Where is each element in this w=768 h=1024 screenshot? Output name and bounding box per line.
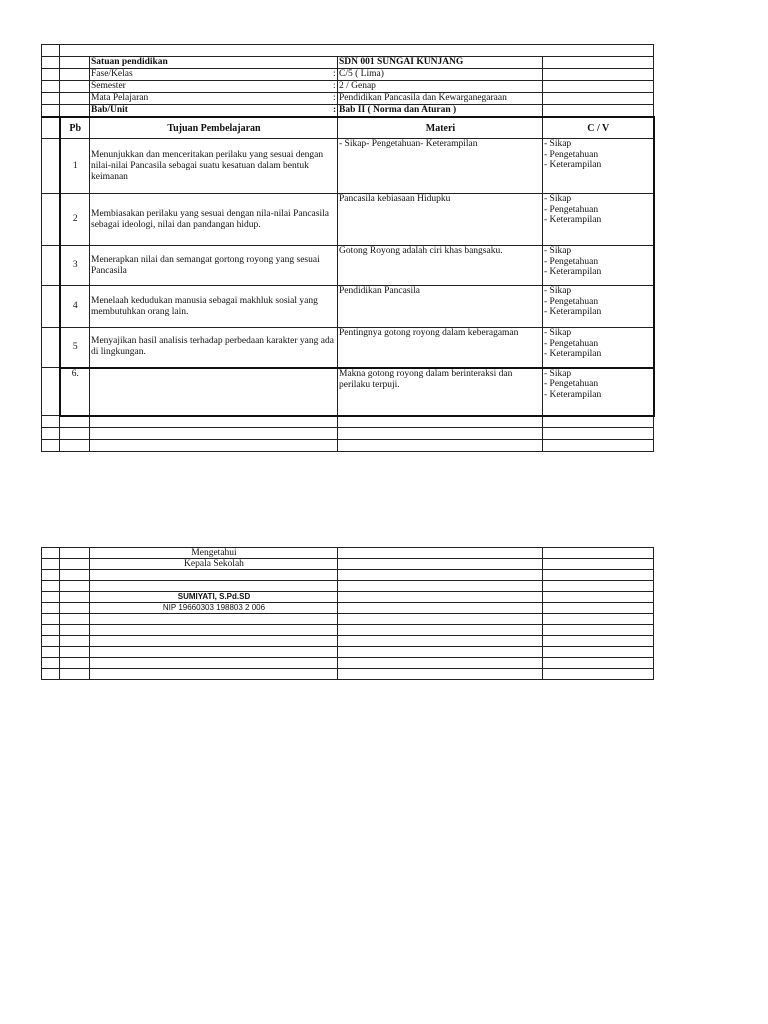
- info-value: : Bab II ( Norma dan Aturan ): [338, 105, 543, 118]
- info-value: : Pendidikan Pancasila dan Kewarganegaraan: [338, 93, 543, 105]
- signature-row: [42, 625, 654, 636]
- table-row: [42, 246, 654, 286]
- materi-text: Pancasila kebiasaan Hidupku: [338, 194, 543, 246]
- cv-item: - Keterampilan: [544, 267, 602, 277]
- info-value: : 2 / Genap: [338, 81, 543, 93]
- cv-item: - Sikap: [544, 328, 572, 338]
- materi-text: Makna gotong royong dalam berinteraksi dan perilaku terpuji.: [338, 368, 543, 416]
- cv-item: - Sikap: [544, 246, 572, 256]
- cv-item: - Pengetahuan: [544, 296, 599, 307]
- row-number: 5: [60, 328, 90, 368]
- cv-item: - Sikap: [544, 139, 572, 149]
- signature-table: [41, 547, 654, 680]
- info-row-fase: [42, 69, 654, 81]
- table-row: [42, 328, 654, 368]
- signature-row: [42, 636, 654, 647]
- cv-item: - Keterampilan: [544, 389, 602, 400]
- materi-text: Pendidikan Pancasila: [338, 286, 543, 328]
- cv-item: - Keterampilan: [544, 307, 602, 317]
- signature-row: [42, 559, 654, 570]
- materi-text: - Sikap- Pengetahuan- Keterampilan: [338, 139, 543, 194]
- cv-list: [543, 246, 654, 286]
- info-label: Fase/Kelas: [90, 69, 338, 81]
- info-row-satuan: [42, 57, 654, 69]
- cv-item: - Pengetahuan: [544, 149, 599, 160]
- cv-item: - Pengetahuan: [544, 256, 599, 267]
- column-header-row: [42, 117, 654, 139]
- cv-list: [543, 286, 654, 328]
- info-row-bab: [42, 105, 654, 118]
- empty-row: [42, 440, 654, 452]
- signature-row: [42, 669, 654, 680]
- signature-row: [42, 570, 654, 581]
- signature-row: [42, 581, 654, 592]
- empty-row: [42, 416, 654, 428]
- signature-row: [42, 592, 654, 603]
- signature-line-mengetahui: Mengetahui: [90, 548, 338, 559]
- column-header-pb: Pb: [60, 117, 90, 139]
- materi-text: Pentingnya gotong royong dalam keberagaman: [338, 328, 543, 368]
- signature-row: [42, 614, 654, 625]
- signature-row: [42, 647, 654, 658]
- table-row: [42, 139, 654, 194]
- info-label: Semester: [90, 81, 338, 93]
- cv-item: - Sikap: [544, 194, 572, 204]
- row-number: 4: [60, 286, 90, 328]
- column-header-materi: Materi: [338, 117, 543, 139]
- top-empty-row: [42, 45, 654, 57]
- objective-text: Menerapkan nilai dan semangat gortong royong yang sesuai Pancasila: [90, 246, 338, 286]
- signature-row: [42, 603, 654, 614]
- info-value: SDN 001 SUNGAI KUNJANG: [338, 57, 543, 69]
- cv-item: - Keterampilan: [544, 160, 602, 170]
- empty-row: [42, 428, 654, 440]
- cv-item: - Pengetahuan: [544, 338, 599, 349]
- objective-text: Menelaah kedudukan manusia sebagai makhluk sosial yang membutuhkan orang lain.: [90, 286, 338, 328]
- cv-list: [543, 368, 654, 416]
- cv-list: [543, 194, 654, 246]
- table-row: [42, 194, 654, 246]
- column-header-cv: C / V: [543, 117, 654, 139]
- info-label: Bab/Unit: [90, 105, 338, 118]
- row-number: 1: [60, 139, 90, 194]
- cv-item: - Sikap: [544, 286, 572, 296]
- table-row: [42, 368, 654, 416]
- table-row: [42, 286, 654, 328]
- info-row-mapel: [42, 93, 654, 105]
- row-number: 2: [60, 194, 90, 246]
- signatory-nip: NIP 19660303 198803 2 006: [90, 603, 338, 614]
- signature-row: [42, 548, 654, 559]
- cv-item: - Sikap: [544, 368, 572, 379]
- info-row-semester: [42, 81, 654, 93]
- cv-item: - Pengetahuan: [544, 379, 599, 389]
- signature-line-kepala: Kepala Sekolah: [90, 559, 338, 570]
- signatory-name: SUMIYATI, S.Pd.SD: [90, 592, 338, 603]
- row-number: 3: [60, 246, 90, 286]
- info-value: : C/5 ( Lima): [338, 69, 543, 81]
- cv-list: [543, 328, 654, 368]
- cv-list: [543, 139, 654, 194]
- info-label: Mata Pelajaran: [90, 93, 338, 105]
- objective-text: Menyajikan hasil analisis terhadap perbedaan karakter yang ada di lingkungan.: [90, 328, 338, 368]
- column-header-tujuan: Tujuan Pembelajaran: [90, 117, 338, 139]
- signature-row: [42, 658, 654, 669]
- cv-item: - Keterampilan: [544, 215, 602, 225]
- cv-item: - Pengetahuan: [544, 204, 599, 215]
- objective-text: [90, 368, 338, 416]
- materi-text: Gotong Royong adalah ciri khas bangsaku.: [338, 246, 543, 286]
- learning-objectives-table: [41, 44, 655, 452]
- objective-text: Membiasakan perilaku yang sesuai dengan nila-nilai Pancasila sebagai ideologi, nilai dan pandangan hidup.: [90, 194, 338, 246]
- info-label: Satuan pendidikan: [90, 57, 338, 69]
- row-number: 6.: [60, 368, 90, 416]
- cv-item: - Keterampilan: [544, 349, 602, 359]
- objective-text: Menunjukkan dan menceritakan perilaku yang sesuai dengan nilai-nilai Pancasila sebagai suatu kesatuan dalam bentuk keimanan: [90, 139, 338, 194]
